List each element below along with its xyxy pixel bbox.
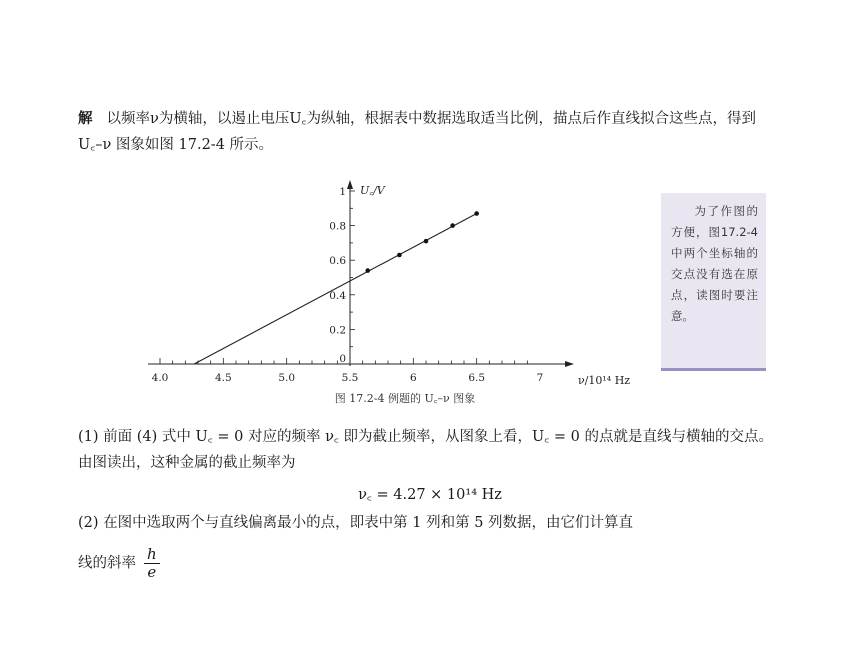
- solution-label: 解: [78, 110, 93, 127]
- chart-ticks: [152, 186, 544, 384]
- fraction-numerator: h: [144, 546, 160, 564]
- chart-axes: [148, 180, 574, 367]
- y-tick-label: 0.8: [329, 220, 346, 233]
- data-point: [474, 211, 479, 216]
- data-point: [365, 268, 370, 273]
- cutoff-frequency-formula: ν꜀ = 4.27 × 10¹⁴ Hz: [358, 487, 502, 503]
- x-tick-label: 5.0: [278, 372, 296, 384]
- figure-caption: 图 17.2-4 例题的 U꜀–ν 图象: [334, 392, 476, 405]
- part1-paragraph: [78, 424, 778, 476]
- x-tick-label: 6.5: [468, 372, 486, 384]
- x-axis-arrow: [565, 361, 574, 367]
- data-point: [397, 253, 402, 258]
- x-tick-label: 4.5: [214, 372, 232, 384]
- y-tick-label: 1: [339, 186, 346, 198]
- x-tick-label: 5.5: [341, 372, 359, 384]
- x-tick-label: 7: [536, 372, 544, 384]
- fit-line: [194, 213, 476, 364]
- part1-text: (1) 前面 (4) 式中 U꜀ = 0 对应的频率 ν꜀ 即为截止频率，从图象上看，U꜀ = 0 的点就是直线与横轴的交点。由图读出，这种金属的截止频率为: [78, 429, 773, 471]
- slope-fraction: [144, 546, 160, 581]
- data-point: [424, 239, 429, 244]
- x-tick-label: 4.0: [151, 372, 169, 384]
- side-note-text: 为了作图的方便，图17.2-4中两个坐标轴的交点没有选在原点，读图时要注意。: [671, 204, 758, 323]
- x-tick-label: 6: [409, 372, 417, 384]
- y-tick-label: 0.4: [329, 289, 346, 302]
- part2-text: (2) 在图中选取两个与直线偏离最小的点，即表中第 1 列和第 5 列数据，由它们计算直: [78, 515, 634, 531]
- side-note: [661, 193, 766, 371]
- data-point: [450, 223, 455, 228]
- part2-paragraph: [78, 510, 778, 581]
- fit-line-group: [194, 213, 476, 364]
- part2-text-line2: 线的斜率: [78, 555, 136, 572]
- solution-text: 以频率ν为横轴，以遏止电压U꜀为纵轴，根据表中数据选取适当比例，描点后作直线拟合这些点，得到 U꜀–ν 图象如图 17.2-4 所示。: [78, 111, 757, 153]
- fraction-denominator: e: [147, 563, 157, 581]
- y-tick-label: 0.2: [329, 324, 346, 337]
- x-axis-label: ν/10¹⁴ Hz: [578, 374, 631, 387]
- y-tick-label: 0: [339, 353, 346, 365]
- y-axis-arrow: [347, 180, 353, 189]
- y-axis-label: U꜀/V: [360, 184, 385, 197]
- y-tick-label: 0.6: [329, 255, 346, 268]
